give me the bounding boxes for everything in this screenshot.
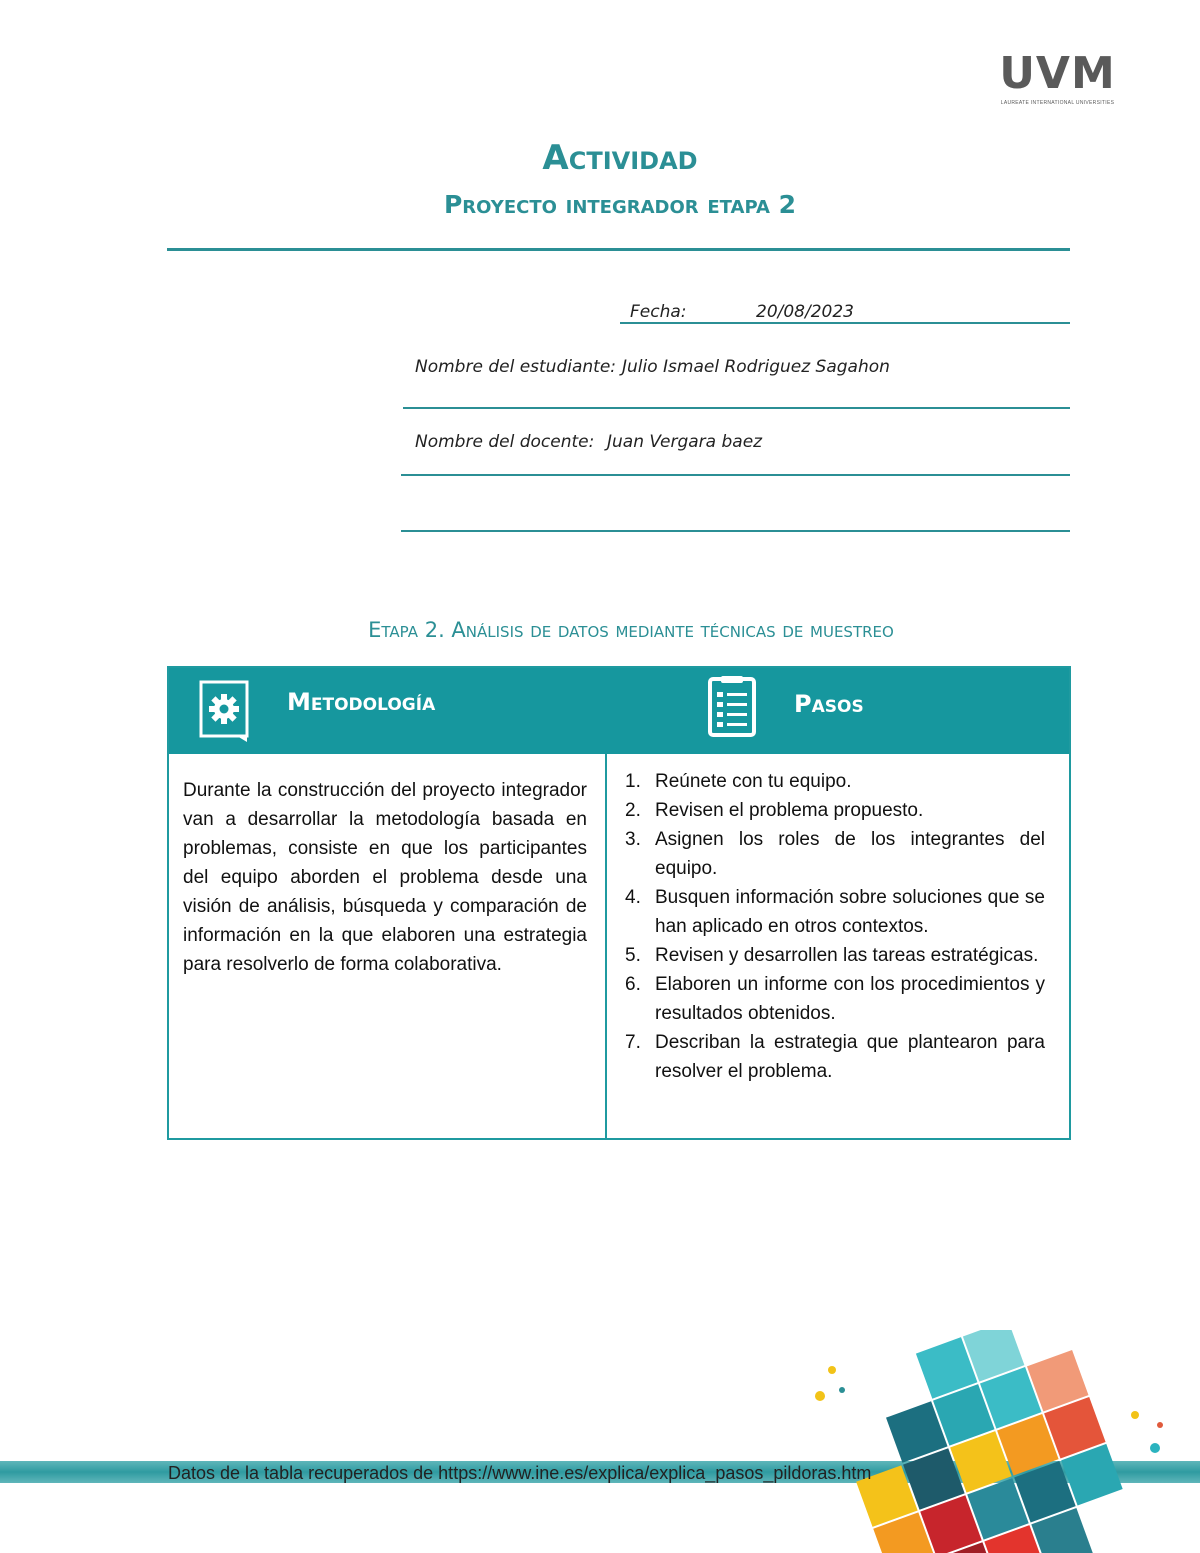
list-item: 1. Reúnete con tu equipo. [625,771,852,792]
list-item: 6. Elaboren un informe con los procedimientos y resultados obtenidos. [625,974,1045,1024]
methodology-text: Durante la construcción del proyecto integrador van a desarrollar la metodología basada en problemas, consiste en que los participantes del equipo aborden el problema desde una visión de análisis, búsqueda y comparación de información en la que elaboren una estrategia para resolverlo de forma colaborativa. [183,780,587,975]
title-divider [167,248,1070,251]
list-item: 3. Asignen los roles de los integrantes del equipo. [625,829,1045,879]
logo-wordmark: UVM [999,48,1116,99]
checklist-icon [707,676,759,740]
teacher-name: Juan Vergara baez [607,432,763,452]
table-header-row [169,668,1069,754]
student-label: Nombre del estudiante: [415,357,617,377]
date-label: Fecha: [630,302,687,322]
activity-table [167,666,1071,1140]
date-underline [620,322,1070,324]
student-underline [403,407,1070,409]
blank-underline [401,530,1070,532]
student-name: Julio Ismael Rodriguez Sagahon [622,357,890,377]
decorative-cubes [790,1330,1170,1553]
steps-list [625,767,1045,1086]
column-divider [605,754,607,1140]
logo-tagline: LAUREATE INTERNATIONAL UNIVERSITIES [1000,100,1115,106]
page-subtitle: Proyecto integrador etapa 2 [443,190,797,219]
page-title: Actividad [542,138,698,178]
list-item: 7. Describan la estrategia que plantearon para resolver el problema. [625,1032,1045,1082]
gear-document-icon [199,678,251,742]
list-item: 2. Revisen el problema propuesto. [625,800,924,821]
list-item: 5. Revisen y desarrollen las tareas estratégicas. [625,945,1039,966]
steps-header: Pasos [794,690,864,718]
teacher-underline [401,474,1070,476]
methodology-header: Metodología [287,688,436,716]
date-value: 20/08/2023 [756,302,854,322]
footer-source-text: Datos de la tabla recuperados de https://www.ine.es/explica/explica_pasos_pildoras.htm [168,1463,872,1483]
uvm-logo [990,48,1125,112]
list-item: 4. Busquen información sobre soluciones que se han aplicado en otros contextos. [625,887,1045,937]
teacher-label: Nombre del docente: [415,432,595,452]
section-title: Etapa 2. Análisis de datos mediante técnicas de muestreo [368,618,894,642]
